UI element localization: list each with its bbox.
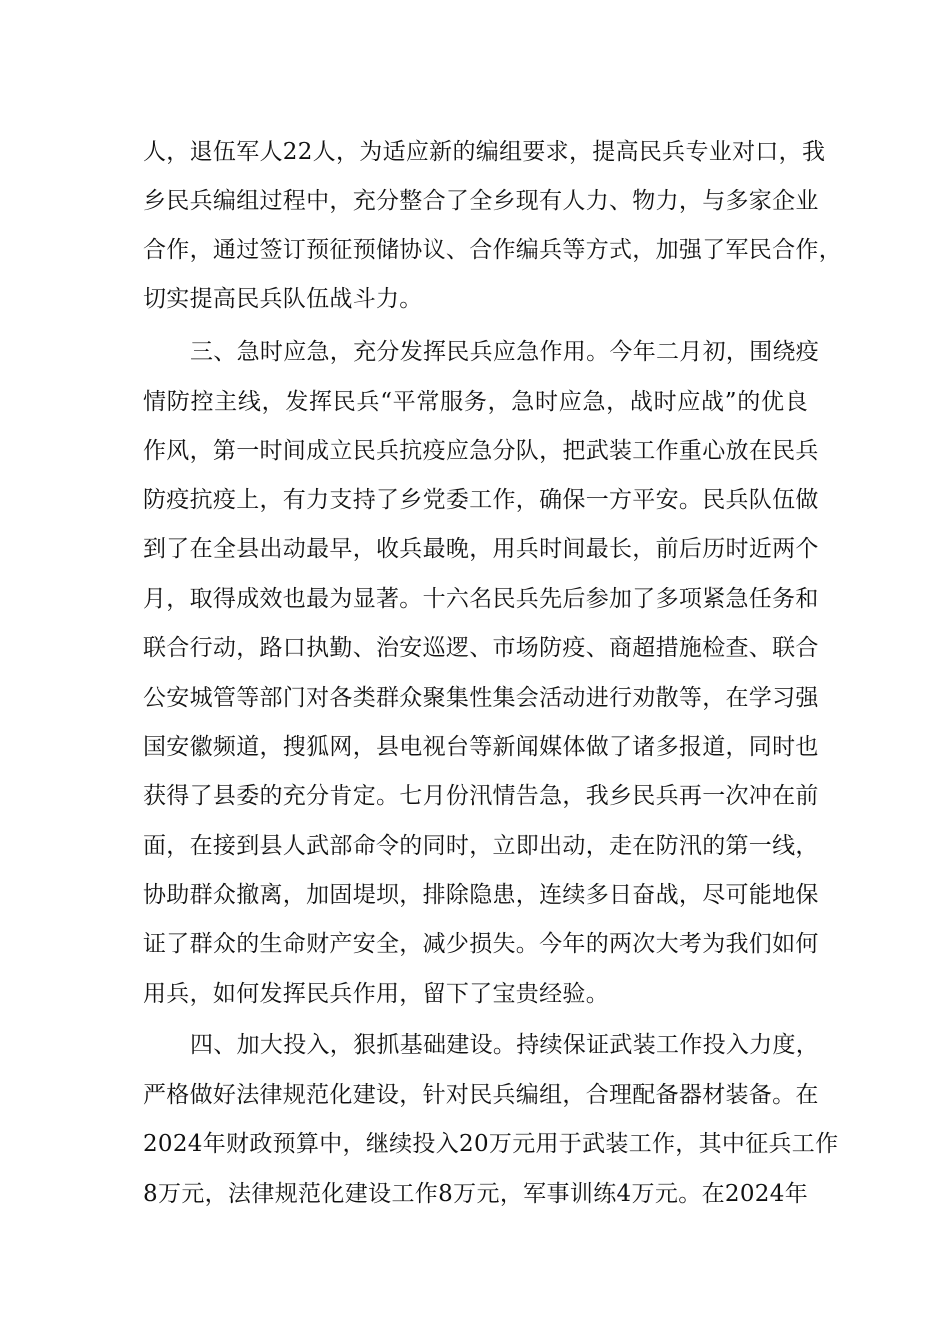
text-line: 协助群众撤离，加固堤坝，排除隐患，连续多日奋战，尽可能地保: [143, 882, 819, 908]
text-line: 严格做好法律规范化建设，针对民兵编组，合理配备器材装备。在: [143, 1082, 819, 1108]
text-line: 合作，通过签订预征预储协议、合作编兵等方式，加强了军民合作，: [143, 237, 842, 263]
text-line: 防疫抗疫上，有力支持了乡党委工作，确保一方平安。民兵队伍做: [143, 487, 819, 513]
text-line: 到了在全县出动最早，收兵最晚，用兵时间最长，前后历时近两个: [143, 536, 819, 562]
text-line: 公安城管等部门对各类群众聚集性集会活动进行劝散等，在学习强: [143, 685, 819, 711]
text-line: 切实提高民兵队伍战斗力。: [143, 286, 423, 312]
text-line: 月，取得成效也最为显著。十六名民兵先后参加了多项紧急任务和: [143, 586, 819, 612]
text-line: 用兵，如何发挥民兵作用，留下了宝贵经验。: [143, 981, 609, 1007]
text-line: 作风，第一时间成立民兵抗疫应急分队，把武装工作重心放在民兵: [143, 438, 819, 464]
paragraph-heading-line: 三、急时应急，充分发挥民兵应急作用。今年二月初，围绕疫: [190, 339, 820, 365]
text-line: 证了群众的生命财产安全，减少损失。今年的两次大考为我们如何: [143, 931, 819, 957]
text-line: 情防控主线，发挥民兵“平常服务，急时应急，战时应战”的优良: [143, 389, 808, 415]
text-line: 国安徽频道，搜狐网，县电视台等新闻媒体做了诸多报道，同时也: [143, 734, 819, 760]
text-line: 面，在接到县人武部命令的同时，立即出动，走在防汛的第一线，: [143, 833, 819, 859]
paragraph-heading-line: 四、加大投入，狠抓基础建设。持续保证武装工作投入力度，: [190, 1032, 820, 1058]
text-line: 2024年财政预算中，继续投入20万元用于武装工作，其中征兵工作: [143, 1131, 839, 1157]
text-line: 联合行动，路口执勤、治安巡逻、市场防疫、商超措施检查、联合: [143, 635, 819, 661]
text-line: 获得了县委的充分肯定。七月份汛情告急，我乡民兵再一次冲在前: [143, 783, 819, 809]
text-line: 8万元，法律规范化建设工作8万元，军事训练4万元。在2024年: [143, 1181, 808, 1207]
text-line: 人，退伍军人22人，为适应新的编组要求，提高民兵专业对口，我: [143, 139, 826, 165]
text-line: 乡民兵编组过程中，充分整合了全乡现有人力、物力，与多家企业: [143, 188, 819, 214]
